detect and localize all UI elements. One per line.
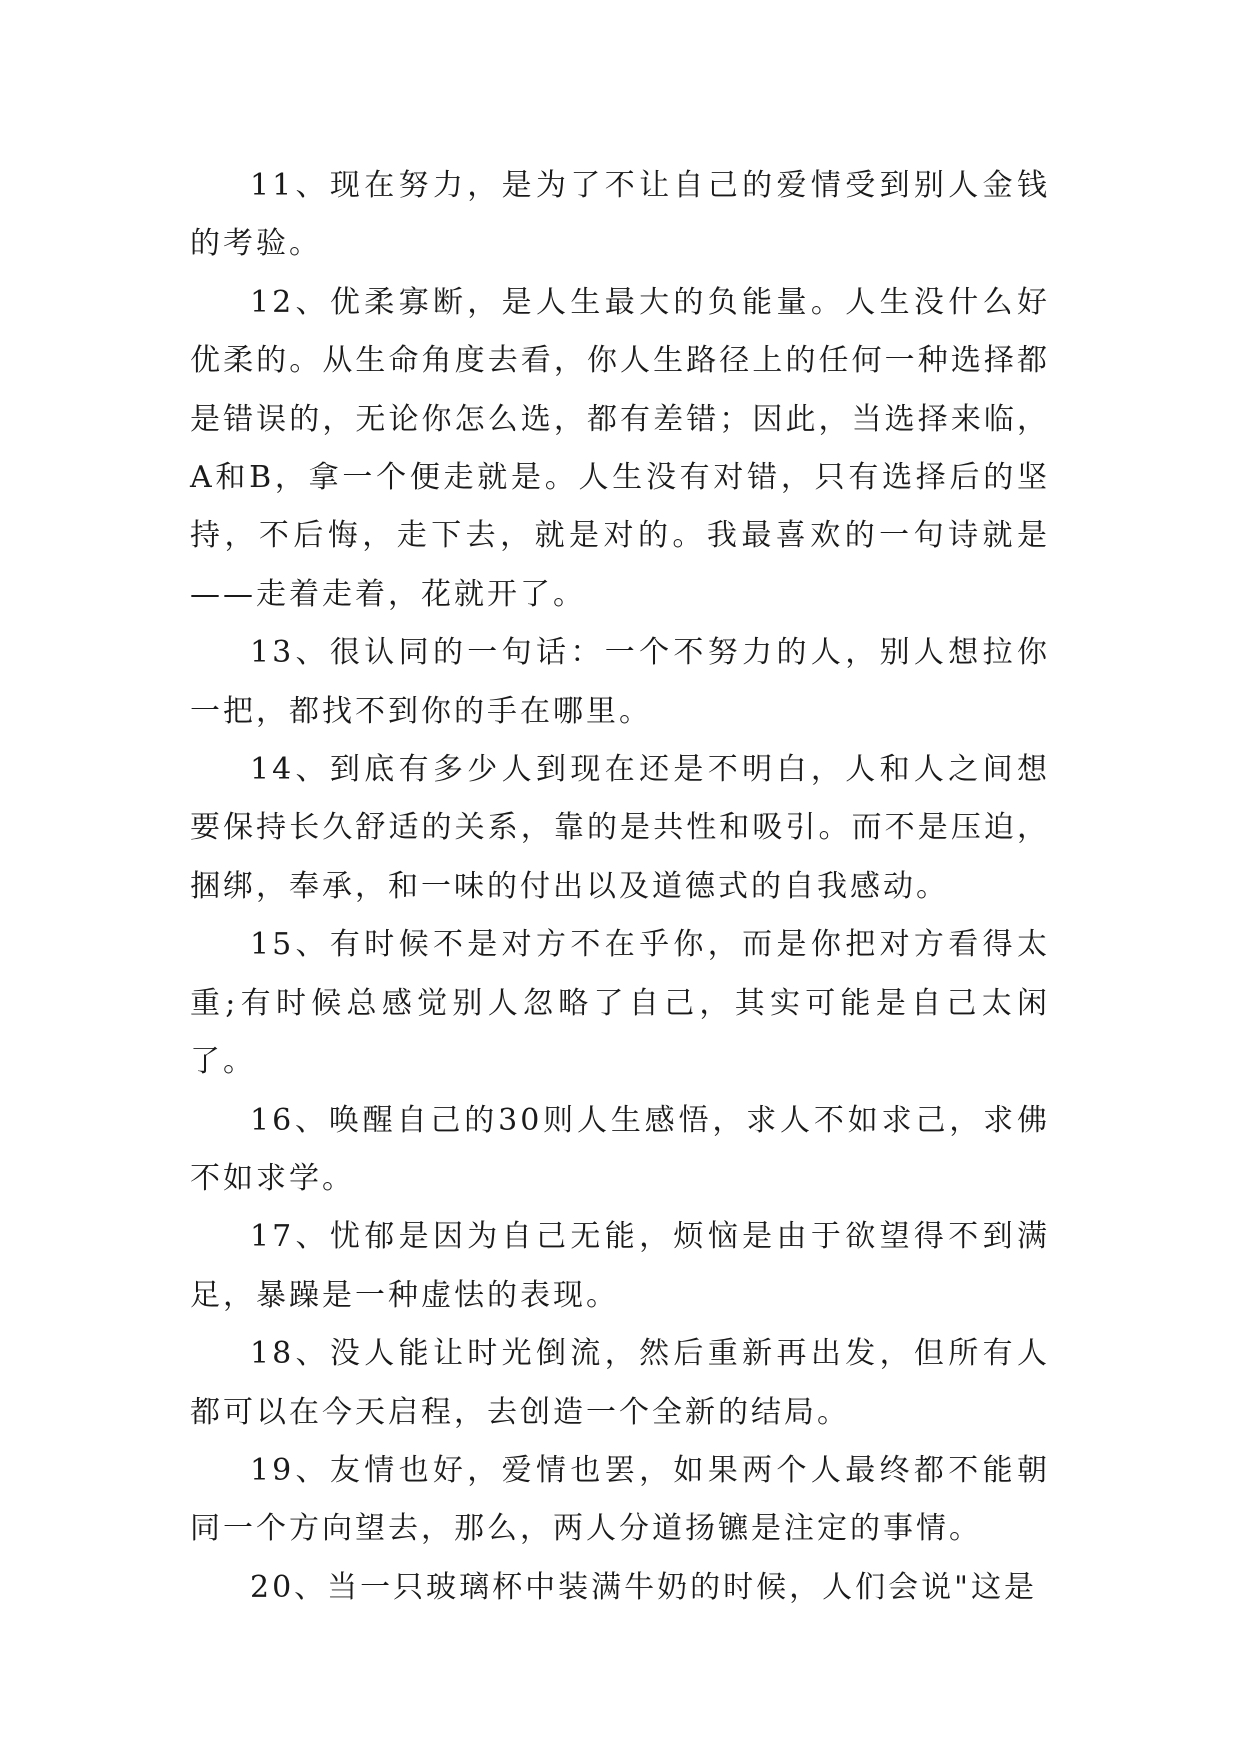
paragraph-19: 19、友情也好，爱情也罢，如果两个人最终都不能朝同一个方向望去，那么，两人分道扬镳是注定的事情。: [190, 1452, 1050, 1547]
paragraph-18: 18、没人能让时光倒流，然后重新再出发，但所有人都可以在今天启程，去创造一个全新的结局。: [190, 1336, 1050, 1430]
paragraph-13: 13、很认同的一句话：一个不努力的人，别人想拉你一把，都找不到你的手在哪里。: [190, 635, 1050, 729]
paragraph-20: 20、当一只玻璃杯中装满牛奶的时候，人们会说"这是: [250, 1569, 1037, 1605]
paragraph-17: 17、忧郁是因为自己无能，烦恼是由于欲望得不到满足，暴躁是一种虚怯的表现。: [190, 1219, 1050, 1313]
document-body: [190, 157, 1050, 1617]
paragraph-16: 16、唤醒自己的30则人生感悟，求人不如求己，求佛不如求学。: [190, 1102, 1050, 1196]
paragraph-15: 15、有时候不是对方不在乎你，而是你把对方看得太重;有时候总感觉别人忽略了自己，其实可能是自己太闲了。: [190, 927, 1050, 1080]
paragraph-11: 11、现在努力，是为了不让自己的爱情受到别人金钱的考验。: [190, 168, 1050, 262]
paragraph-14: 14、到底有多少人到现在还是不明白，人和人之间想要保持长久舒适的关系，靠的是共性和吸引。而不是压迫，捆绑，奉承，和一味的付出以及道德式的自我感动。: [190, 752, 1050, 904]
paragraph-12: 12、优柔寡断，是人生最大的负能量。人生没什么好优柔的。从生命角度去看，你人生路径上的任何一种选择都是错误的，无论你怎么选，都有差错；因此，当选择来临，A和B，拿一个便走就是。人生没有对错，只有选择后的坚持，不后悔，走下去，就是对的。我最喜欢的一句诗就是——走着走着，花就开了。: [190, 284, 1050, 612]
